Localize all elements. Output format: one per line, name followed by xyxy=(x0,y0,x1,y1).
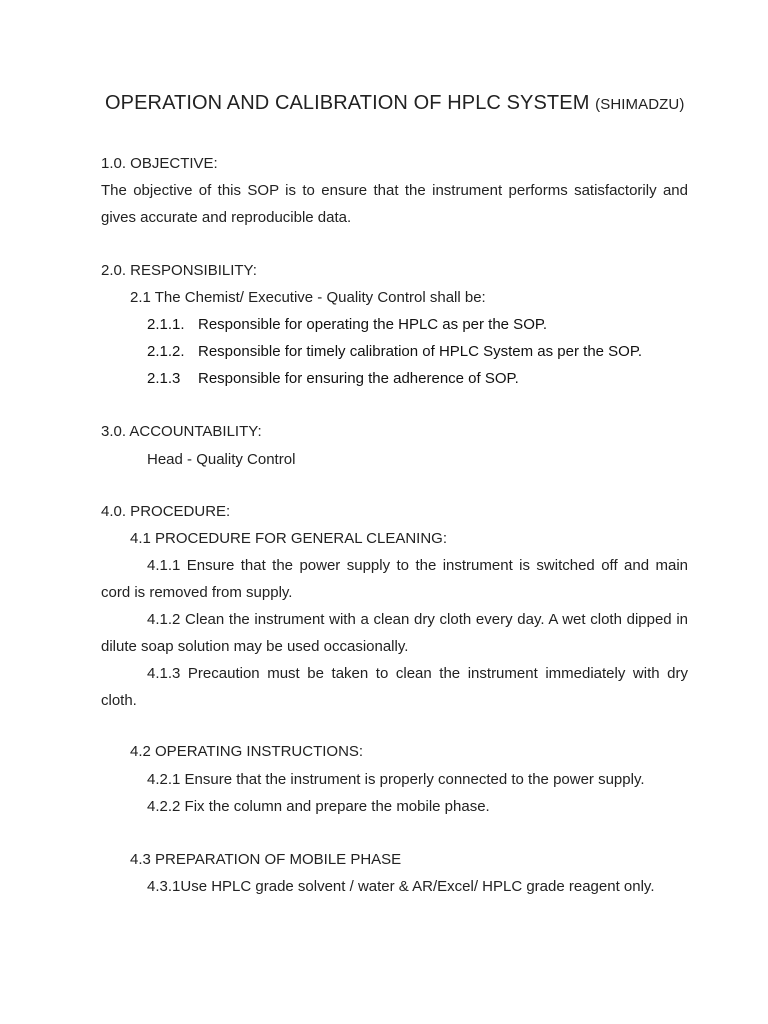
objective-text: The objective of this SOP is to ensure that the instrument performs satisfactorily and gives accurate and reproducible data. xyxy=(101,182,688,226)
responsibility-item xyxy=(147,370,519,388)
objective-heading: 1.0. OBJECTIVE: xyxy=(101,155,218,172)
cleaning-item: 4.1.1 Ensure that the power supply to the instrument is switched off and main cord is removed from supply. xyxy=(101,557,688,601)
item-text: Responsible for operating the HPLC as per the SOP. xyxy=(198,316,548,333)
cleaning-item: 4.1.2 Clean the instrument with a clean dry cloth every day. A wet cloth dipped in dilute soap solution may be used occasionally. xyxy=(101,611,688,655)
operating-item: 4.2.1 Ensure that the instrument is properly connected to the power supply. xyxy=(147,771,645,788)
mobile-phase-heading: 4.3 PREPARATION OF MOBILE PHASE xyxy=(130,851,402,868)
page-title xyxy=(105,92,684,115)
cleaning-heading: 4.1 PROCEDURE FOR GENERAL CLEANING: xyxy=(130,530,448,547)
responsibility-item xyxy=(147,316,547,334)
operating-item: 4.2.2 Fix the column and prepare the mobile phase. xyxy=(147,798,490,815)
mobile-phase-item: 4.3.1Use HPLC grade solvent / water & AR/Excel/ HPLC grade reagent only. xyxy=(147,878,655,895)
accountability-heading: 3.0. ACCOUNTABILITY: xyxy=(101,423,262,440)
title-main: OPERATION AND CALIBRATION OF HPLC SYSTEM xyxy=(105,92,590,114)
item-number: 2.1.3 xyxy=(147,370,181,387)
item-text: Responsible for timely calibration of HPLC System as per the SOP. xyxy=(198,343,643,360)
title-sub: (SHIMADZU) xyxy=(595,96,685,113)
item-number: 2.1.2. xyxy=(147,343,185,360)
responsibility-item xyxy=(147,343,642,361)
cleaning-item: 4.1.3 Precaution must be taken to clean the instrument immediately with dry cloth. xyxy=(101,665,688,709)
accountability-text: Head - Quality Control xyxy=(147,451,296,468)
responsibility-heading: 2.0. RESPONSIBILITY: xyxy=(101,262,257,279)
procedure-heading: 4.0. PROCEDURE: xyxy=(101,503,231,520)
responsibility-subheading: 2.1 The Chemist/ Executive - Quality Control shall be: xyxy=(130,289,486,306)
operating-heading: 4.2 OPERATING INSTRUCTIONS: xyxy=(130,743,364,760)
item-number: 2.1.1. xyxy=(147,316,185,333)
item-text: Responsible for ensuring the adherence of SOP. xyxy=(198,370,519,387)
